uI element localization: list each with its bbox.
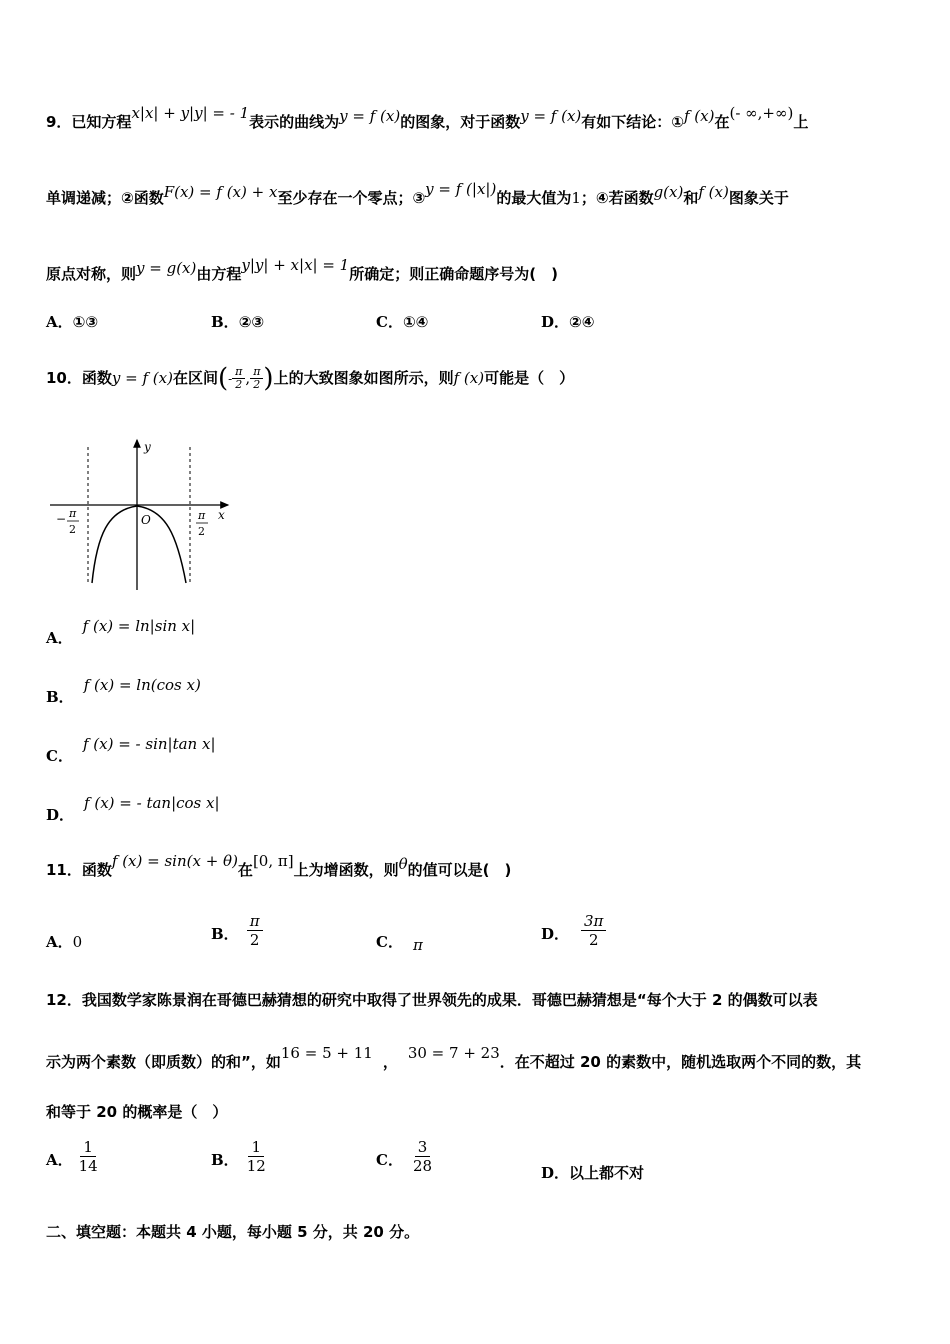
q11-option-b[interactable]: B． $\frac{\pi}{2}$ [211, 912, 263, 949]
q11-stem: 11．函数f (x) = sin(x + θ)在[0, π]上为增函数，则θ的值可以是( ) [46, 852, 512, 879]
q9-option-b[interactable]: B．②③ [211, 313, 265, 331]
right-tick-num: π [198, 509, 206, 522]
q12-option-d[interactable]: D．以上都不对 [541, 1164, 645, 1182]
q11-option-d[interactable]: D． $\frac{3\pi}{2}$ [541, 912, 606, 949]
q11-option-c[interactable]: C． π [376, 933, 423, 954]
q10-option-b[interactable]: B．f (x) = ln(cos x) [46, 676, 201, 706]
q10-stem: 10．函数y = f (x)在区间(- $\frac{\pi}{2}$ , $\frac{\pi}{2}$ )上的大致图象如图所示，则f (x)可能是（ ） [46, 363, 575, 394]
section2-title: 二、填空题：本题共 4 小题，每小题 5 分，共 20 分。 [46, 1223, 420, 1241]
q9-line1: 9．已知方程x|x| + y|y| = - 1表示的曲线为y = f (x)的图象，对于函数y = f (x)有如下结论：①f (x)在(- ∞,+∞)上 [46, 104, 809, 131]
q9-equation: x|x| + y|y| = - 1 [131, 104, 250, 122]
q10-frac-left: $\frac{\pi}{2}$ [232, 366, 245, 391]
q12-line2: 示为两个素数（即质数）的和”，如16 = 5 + 11 ， 30 = 7 + 23．在不超过 20 的素数中，随机选取两个不同的数，其 [46, 1044, 862, 1071]
left-tick-num: π [69, 507, 77, 520]
q11-number: 11．函数 [46, 861, 112, 879]
q9-option-d[interactable]: D．②④ [541, 313, 595, 331]
q10-option-c[interactable]: C．f (x) = - sin|tan x| [46, 735, 216, 765]
q9-option-a[interactable]: A．①③ [46, 313, 99, 331]
q9-number: 9．已知方程 [46, 113, 132, 131]
q12-option-c[interactable]: C． $\frac{3}{28}$ [376, 1138, 433, 1175]
left-tick-den: 2 [69, 523, 76, 536]
left-tick-sign: − [56, 512, 67, 526]
q11-option-a[interactable]: A．0 [46, 933, 83, 951]
q10-option-a[interactable]: A．f (x) = ln|sin x| [46, 617, 196, 647]
x-label: x [218, 508, 225, 522]
origin-label: O [141, 513, 151, 527]
q10-frac-right: $\frac{\pi}{2}$ [250, 366, 263, 391]
q12-option-a[interactable]: A． $\frac{1}{14}$ [46, 1138, 98, 1175]
q10-graph [50, 435, 240, 595]
q12-line1: 12．我国数学家陈景润在哥德巴赫猜想的研究中取得了世界领先的成果．哥德巴赫猜想是“每个大于 2 的偶数可以表 [46, 991, 818, 1009]
q9-option-c[interactable]: C．①④ [376, 313, 429, 331]
q9-line3: 原点对称，则y = g(x)由方程y|y| + x|x| = 1所确定；则正确命题序号为( ) [46, 256, 558, 283]
q9-line2: 单调递减；②函数F(x) = f (x) + x至少存在一个零点；③y = f (|x|)的最大值为1；④若函数g(x)和f (x)图象关于 [46, 180, 789, 207]
y-label: y [144, 440, 151, 454]
q10-option-d[interactable]: D．f (x) = - tan|cos x| [46, 794, 220, 824]
function-curve [92, 506, 186, 583]
q10-number: 10．函数 [46, 369, 112, 387]
q12-option-b[interactable]: B． $\frac{1}{12}$ [211, 1138, 266, 1175]
right-tick-den: 2 [198, 525, 205, 538]
q12-line3: 和等于 20 的概率是（ ） [46, 1103, 228, 1121]
